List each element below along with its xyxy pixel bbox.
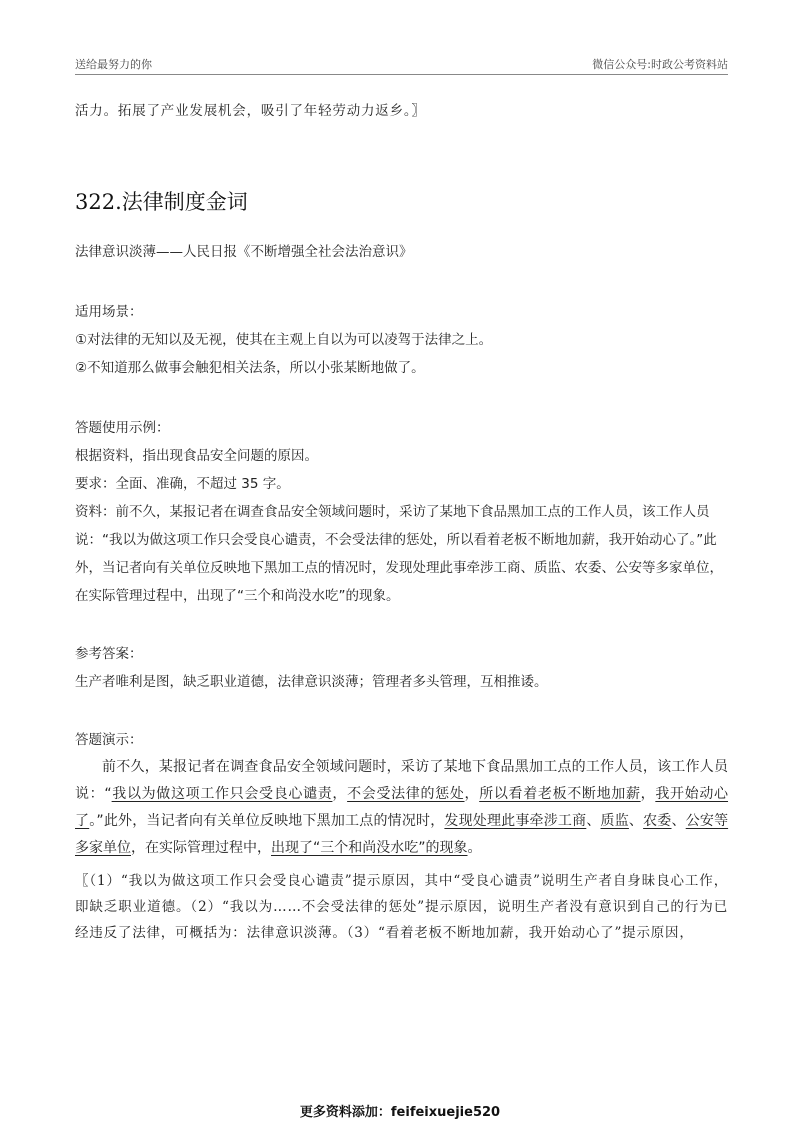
page-header [75, 52, 728, 75]
underlined-key-phrase: 发现处理此事牵涉工商 [444, 813, 587, 829]
underlined-key-phrase: 质监 [600, 813, 629, 829]
underlined-key-phrase: 公安等多家单位 [75, 813, 729, 856]
underlined-key-phrase: 我以为做这项工作只会受良心谴责 [111, 786, 333, 802]
analysis-paragraph: 〖（1）“我以为做这项工作只会受良心谴责”提示原因，其中“受良心谴责”说明生产者自身昧良心工作，即缺乏职业道德。（2）“我以为……不会受法律的惩处”提示原因，说明生产者没有意识到自己的行为已经违反了法律，可概括为：法律意识淡薄。（3）“看着老板不断地加薪，我开始动心了”提示原因， [75, 873, 728, 941]
underlined-key-phrase: 出现了“三个和尚没水吃”的现象 [271, 840, 468, 856]
underlined-key-phrase: 我开始动心了 [75, 786, 729, 829]
section-title: 322.法律制度金词 [75, 190, 248, 214]
scenario-item: ②不知道那么做事会触犯相关法条，所以小张某断地做了。 [75, 360, 425, 376]
demo-label: 答题演示： [75, 732, 143, 748]
example-question: 根据资料，指出现食品安全问题的原因。 [75, 448, 318, 464]
footer-contact: 更多资料添加：feifeixuejie520 [299, 1105, 501, 1120]
demo-text: ， [640, 786, 656, 802]
scenarios-label: 适用场景： [75, 304, 143, 320]
example-label: 答题使用示例： [75, 420, 170, 436]
demo-text: 、 [586, 813, 601, 829]
underlined-key-phrase: 所以看着老板不断地加薪 [479, 786, 641, 802]
header-wechat-account: 微信公众号:时政公考资料站 [592, 58, 728, 71]
demo-text: ， [332, 786, 348, 802]
demo-text: 前不久，某报记者在调查食品安全领域问题时，采访了某地下食品黑加工点的工作人员，该工作人员说：“ [75, 759, 728, 802]
carryover-text: 活力。拓展了产业发展机会，吸引了年轻劳动力返乡。〗 [75, 103, 426, 119]
header-slogan: 送给最努力的你 [75, 58, 152, 71]
example-material: 资料：前不久，某报记者在调查食品安全领域问题时，采访了某地下食品黑加工点的工作人员，该工作人员说：“我以为做这项工作只会受良心谴责，不会受法律的惩处，所以看着老板不断地加薪，我开始动心了。”此外，当记者向有关单位反映地下黑加工点的情况时，发现处理此事牵涉工商、质监、农委、公安等多家单位，在实际管理过程中，出现了“三个和尚没水吃”的现象。 [75, 504, 723, 604]
answer-text: 生产者唯利是图，缺乏职业道德，法律意识淡薄；管理者多头管理，互相推诿。 [75, 674, 548, 690]
demo-text: 、 [671, 813, 686, 829]
demo-text: ， [464, 786, 480, 802]
underlined-key-phrase: 不会受法律的惩处 [347, 786, 465, 802]
underlined-key-phrase: 农委 [643, 813, 672, 829]
answer-label: 参考答案： [75, 646, 143, 662]
demo-text: 。”此外，当记者向有关单位反映地下黑加工点的情况时， [89, 813, 445, 829]
demo-text: 、 [628, 813, 644, 829]
demo-paragraph [75, 754, 728, 862]
example-requirement: 要求：全面、准确，不超过 35 字。 [75, 476, 290, 492]
source-line: 法律意识淡薄——人民日报《不断增强全社会法治意识》 [75, 244, 413, 260]
scenario-item: ①对法律的无知以及无视，使其在主观上自以为可以凌驾于法律之上。 [75, 332, 493, 348]
demo-text: 。 [467, 840, 482, 856]
demo-text: ，在实际管理过程中， [131, 840, 271, 856]
page-content [75, 98, 728, 946]
